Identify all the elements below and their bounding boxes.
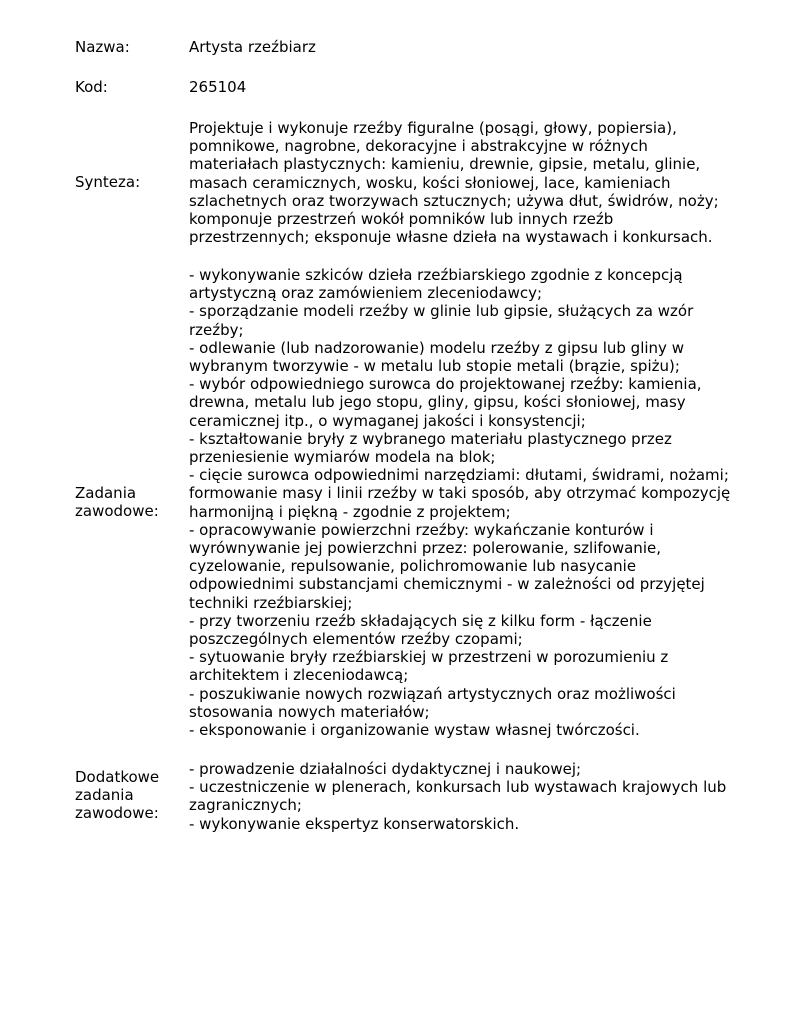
name-value: Artysta rzeźbiarz bbox=[189, 38, 316, 56]
code-value: 265104 bbox=[189, 78, 247, 96]
name-label: Nazwa: bbox=[75, 38, 130, 56]
additional-tasks-list: - prowadzenie działalności dydaktycznej i naukowej; - uczestniczenie w plenerach, konkursach lub wystawach krajowych lub zagranicznych; - wykonywanie ekspertyz konserwatorskich. bbox=[189, 760, 727, 833]
code-label: Kod: bbox=[75, 78, 108, 96]
tasks-label: Zadania zawodowe: bbox=[75, 484, 159, 521]
additional-tasks-label: Dodatkowe zadania zawodowe: bbox=[75, 768, 160, 823]
synthesis-text: Projektuje i wykonuje rzeźby figuralne (posągi, głowy, popiersia), pomnikowe, nagrobne, dekoracyjne i abstrakcyjne w różnych materiałach plastycznych: kamieniu, drewnie, gipsie, metalu, glinie, masach ceramicznych, wosku, kości słoniowej, lace, kamieniach szlachetnych oraz tworzywach sztucznych; używa dłut, świdrów, noży; komponuje przestrzeń wokół pomników lub innych rzeźb przestrzennych; eksponuje własne dzieła na wystawach i konkursach. bbox=[189, 119, 719, 247]
tasks-list: - wykonywanie szkiców dzieła rzeźbiarskiego zgodnie z koncepcją artystyczną oraz zamówieniem zleceniodawcy; - sporządzanie modeli rzeźby w glinie lub gipsie, służących za wzór rzeźby; - odlewanie (lub nadzorowanie) modelu rzeźby z gipsu lub gliny w wybranym tworzywie - w metalu lub stopie metali (brązie, spiżu); - wybór odpowiedniego surowca do projektowanej rzeźby: kamienia, drewna, metalu lub jego stopu, gliny, gipsu, kości słoniowej, masy ceramicznej itp., o wymaganej jakości i konsystencji; - kształtowanie bryły z wybranego materiału plastycznego przez przeniesienie wymiarów modela na blok; - cięcie surowca odpowiednimi narzędziami: dłutami, świdrami, nożami; formowanie masy i linii rzeźby w taki sposób, aby otrzymać kompozycję harmonijną i piękną - zgodnie z projektem; - opracowywanie powierzchni rzeźby: wykańczanie konturów i wyrównywanie jej powierzchni przez: polerowanie, szlifowanie, cyzelowanie, repulsowanie, polichromowanie lub nasycanie odpowiednimi substancjami chemicznymi - w zależności od przyjętej techniki rzeźbiarskiej; - przy tworzeniu rzeźb składających się z kilku form - łączenie poszczególnych elementów rzeźby czopami; - sytuowanie bryły rzeźbiarskiej w przestrzeni w porozumieniu z architektem i zleceniodawcą; - poszukiwanie nowych rozwiązań artystycznych oraz możliwości stosowania nowych materiałów; - eksponowanie i organizowanie wystaw własnej twórczości. bbox=[189, 266, 731, 740]
synthesis-label: Synteza: bbox=[75, 173, 141, 191]
